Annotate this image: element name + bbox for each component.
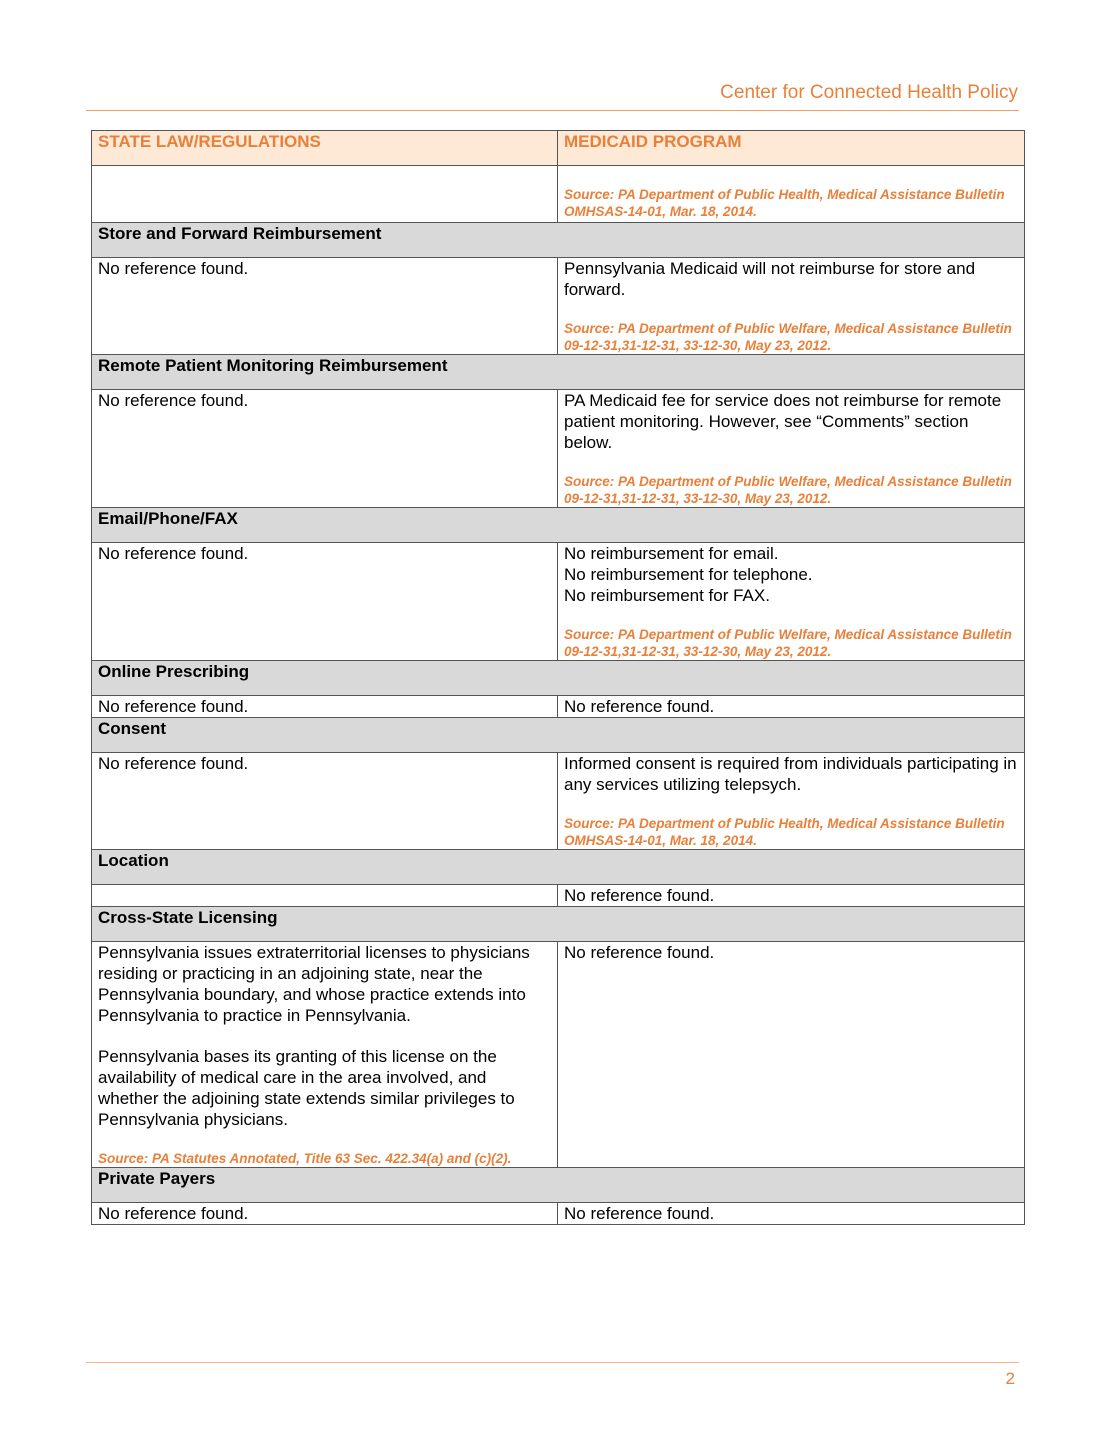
policy-table: [91, 130, 1025, 1225]
table-row: [92, 696, 1025, 718]
cell-state-law: [92, 258, 558, 355]
cell-text: No reimbursement for telephone.: [564, 565, 813, 584]
footer-divider: [86, 1362, 1019, 1363]
section-title: Location: [92, 850, 1025, 885]
section-row-online-prescribing: [92, 661, 1025, 696]
cell-text: No reference found.: [98, 544, 249, 563]
column-header-medicaid: MEDICAID PROGRAM: [558, 131, 1025, 166]
cell-text: No reimbursement for FAX.: [564, 586, 770, 605]
section-row-consent: [92, 718, 1025, 753]
cell-text: No reference found.: [564, 697, 715, 716]
source-citation: Source: PA Statutes Annotated, Title 63 Sec. 422.34(a) and (c)(2).: [98, 1151, 512, 1166]
section-title: Email/Phone/FAX: [92, 508, 1025, 543]
source-citation: Source: PA Department of Public Health, Medical Assistance Bulletin OMHSAS-14-01, Mar. 18, 2014.: [564, 187, 1005, 219]
cell-state-law: [92, 696, 558, 718]
section-title: Online Prescribing: [92, 661, 1025, 696]
source-citation: Source: PA Department of Public Welfare, Medical Assistance Bulletin 09-12-31,31-12-31, 33-12-30, May 23, 2012.: [564, 474, 1012, 506]
section-row-store-and-forward: [92, 223, 1025, 258]
table-row: [92, 258, 1025, 355]
table-row: [92, 753, 1025, 850]
cell-state-law: [92, 390, 558, 508]
source-citation: Source: PA Department of Public Health, Medical Assistance Bulletin OMHSAS-14-01, Mar. 18, 2014.: [564, 816, 1005, 848]
source-citation: Source: PA Department of Public Welfare, Medical Assistance Bulletin 09-12-31,31-12-31, 33-12-30, May 23, 2012.: [564, 321, 1012, 353]
cell-state-law: [92, 166, 558, 223]
section-row-cross-state-licensing: [92, 907, 1025, 942]
cell-text: Pennsylvania bases its granting of this license on the availability of medical care in the area involved, and whether the adjoining state extends similar privileges to Pennsylvania physicians.: [98, 1047, 515, 1129]
cell-text: No reference found.: [564, 886, 715, 905]
cell-medicaid: [558, 1203, 1025, 1225]
cell-state-law: [92, 885, 558, 907]
section-row-private-payers: [92, 1168, 1025, 1203]
cell-text: No reference found.: [98, 754, 249, 773]
cell-text: Informed consent is required from individuals participating in any services utilizing telepsych.: [564, 754, 1017, 794]
cell-medicaid: [558, 166, 1025, 223]
cell-text: Pennsylvania Medicaid will not reimburse for store and forward.: [564, 259, 976, 299]
section-title: Cross-State Licensing: [92, 907, 1025, 942]
page-number: 2: [1005, 1369, 1015, 1388]
cell-text: No reimbursement for email.: [564, 544, 779, 563]
cell-text: Pennsylvania issues extraterritorial licenses to physicians residing or practicing in an adjoining state, near the Pennsylvania boundary, and whose practice extends into Pennsylvania to practice in Pennsylvania.: [98, 943, 530, 1025]
header-divider: [86, 110, 1019, 111]
cell-state-law: [92, 1203, 558, 1225]
cell-state-law: [92, 753, 558, 850]
section-row-remote-patient-monitoring: [92, 355, 1025, 390]
section-title: Private Payers: [92, 1168, 1025, 1203]
section-row-location: [92, 850, 1025, 885]
cell-text: No reference found.: [98, 259, 249, 278]
source-citation: Source: PA Department of Public Welfare, Medical Assistance Bulletin 09-12-31,31-12-31, 33-12-30, May 23, 2012.: [564, 627, 1012, 659]
cell-text: PA Medicaid fee for service does not reimburse for remote patient monitoring. However, see “Comments” section below.: [564, 391, 1002, 452]
table-row: [92, 390, 1025, 508]
cell-medicaid: [558, 885, 1025, 907]
cell-text: No reference found.: [98, 391, 249, 410]
cell-medicaid: [558, 390, 1025, 508]
cell-text: No reference found.: [98, 1204, 249, 1223]
cell-state-law: [92, 543, 558, 661]
cell-medicaid: [558, 543, 1025, 661]
table-row: [92, 942, 1025, 1168]
table-row: [92, 543, 1025, 661]
table-row: [92, 885, 1025, 907]
section-title: Remote Patient Monitoring Reimbursement: [92, 355, 1025, 390]
cell-text: No reference found.: [564, 943, 715, 962]
cell-medicaid: [558, 753, 1025, 850]
section-row-email-phone-fax: [92, 508, 1025, 543]
table-row: [92, 1203, 1025, 1225]
column-header-state-law: STATE LAW/REGULATIONS: [92, 131, 558, 166]
column-header-row: [92, 131, 1025, 166]
cell-medicaid: [558, 258, 1025, 355]
cell-medicaid: [558, 696, 1025, 718]
table-row: [92, 166, 1025, 223]
cell-state-law: [92, 942, 558, 1168]
document-header-title: Center for Connected Health Policy: [720, 82, 1018, 103]
section-title: Consent: [92, 718, 1025, 753]
section-title: Store and Forward Reimbursement: [92, 223, 1025, 258]
cell-text: No reference found.: [564, 1204, 715, 1223]
cell-text: No reference found.: [98, 697, 249, 716]
cell-medicaid: [558, 942, 1025, 1168]
